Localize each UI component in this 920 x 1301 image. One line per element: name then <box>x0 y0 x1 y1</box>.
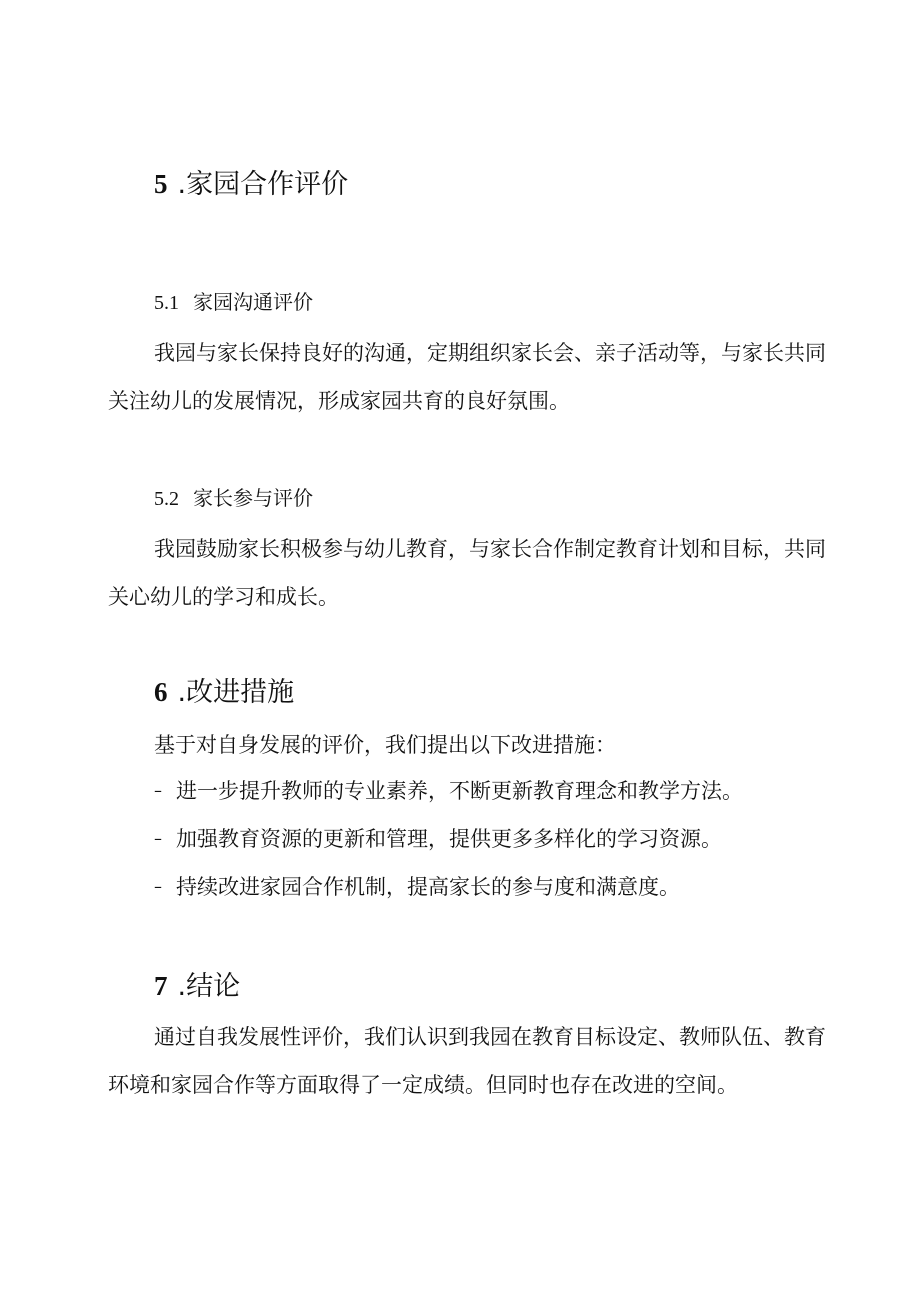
subsection-number: 5.1 <box>154 292 179 314</box>
subsection-heading-5-1 <box>154 288 313 317</box>
paragraph-5-2: 我园鼓励家长积极参与幼儿教育，与家长合作制定教育计划和目标，共同关心幼儿的学习和成长。 <box>108 537 826 609</box>
list-item <box>154 776 743 808</box>
section-heading-7 <box>154 968 240 1005</box>
subsection-title: 家长参与评价 <box>193 486 313 510</box>
subsection-heading-5-2 <box>154 484 313 513</box>
dash-bullet-icon: – <box>154 877 162 896</box>
section-number: 7 <box>154 971 168 1001</box>
section-number: 6 <box>154 677 168 707</box>
section-heading-5 <box>154 166 348 203</box>
section-title: .结论 <box>177 971 241 1002</box>
list-item <box>154 872 680 904</box>
subsection-title: 家园沟通评价 <box>193 290 313 314</box>
section-title: .改进措施 <box>177 677 295 708</box>
paragraph-5-1: 我园与家长保持良好的沟通，定期组织家长会、亲子活动等，与家长共同关注幼儿的发展情况，形成家园共育的良好氛围。 <box>108 341 826 413</box>
section-heading-6 <box>154 674 294 711</box>
dash-bullet-icon: – <box>154 781 162 800</box>
improvement-intro: 基于对自身发展的评价，我们提出以下改进措施： <box>154 733 616 757</box>
list-item-text: 加强教育资源的更新和管理，提供更多多样化的学习资源。 <box>176 827 722 851</box>
list-item-text: 进一步提升教师的专业素养，不断更新教育理念和教学方法。 <box>176 779 743 803</box>
section-number: 5 <box>154 169 168 199</box>
dash-bullet-icon: – <box>154 829 162 848</box>
paragraph-conclusion: 通过自我发展性评价，我们认识到我园在教育目标设定、教师队伍、教育环境和家园合作等方面取得了一定成绩。但同时也存在改进的空间。 <box>108 1025 826 1097</box>
list-item-text: 持续改进家园合作机制，提高家长的参与度和满意度。 <box>176 875 680 899</box>
list-item <box>154 824 722 856</box>
subsection-number: 5.2 <box>154 488 179 510</box>
section-title: .家园合作评价 <box>177 169 349 200</box>
